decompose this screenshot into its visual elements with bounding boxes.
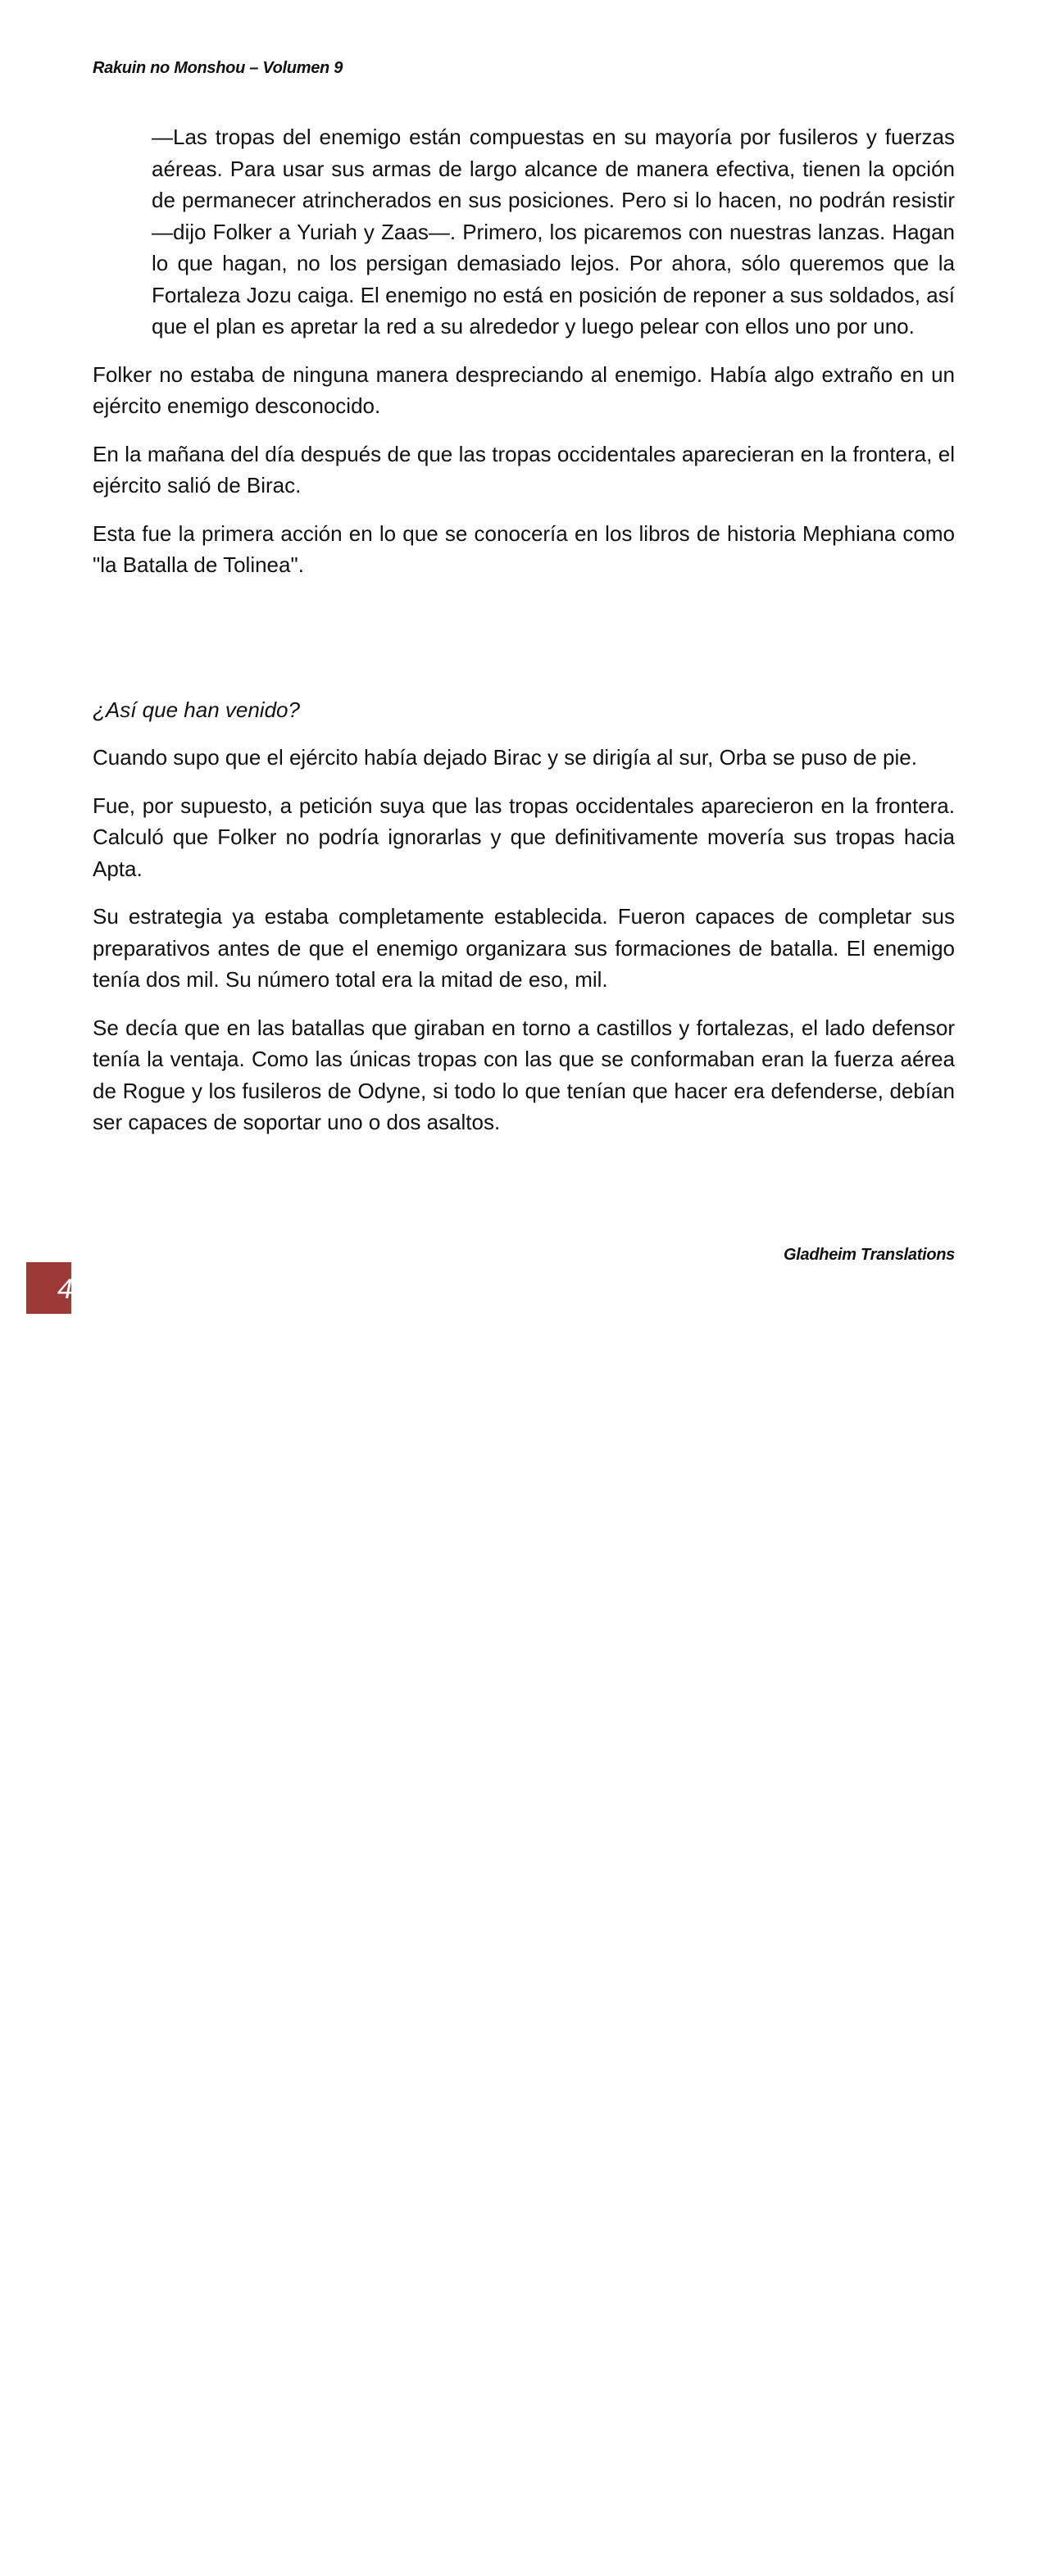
body-paragraph: Cuando supo que el ejército había dejado Birac y se dirigía al sur, Orba se puso de pie. xyxy=(93,745,917,770)
thought-paragraph: ¿Así que han venido? xyxy=(93,697,300,722)
translator-credit: Gladheim Translations xyxy=(784,1246,955,1264)
body-paragraph: Se decía que en las batallas que giraban en torno a castillos y fortalezas, el lado defensor tenía la ventaja. Como las únicas tropas con las que se conformaban eran la fuerza aérea de Rogue y los fusileros de Odyne, si todo lo que tenían que hacer era defenderse, debían ser capaces de soportar uno o dos asaltos. xyxy=(93,1015,955,1134)
body-paragraph: Fue, por supuesto, a petición suya que las tropas occidentales aparecieron en la frontera. Calculó que Folker no podría ignorarlas y que definitivamente movería sus tropas hacia Apta. xyxy=(93,793,955,881)
page-number-tab xyxy=(26,1262,71,1314)
page-number: 4 xyxy=(57,1274,73,1305)
body-paragraph: Su estrategia ya estaba completamente establecida. Fueron capaces de completar sus preparativos antes de que el enemigo organizara sus formaciones de batalla. El enemigo tenía dos mil. Su número total era la mitad de eso, mil. xyxy=(93,904,955,992)
dialogue-paragraph: —Las tropas del enemigo están compuestas en su mayoría por fusileros y fuerzas aéreas. Para usar sus armas de largo alcance de manera efectiva, tienen la opción de permanecer atrincherados en sus posiciones. Pero si lo hacen, no podrán resistir —dijo Folker a Yuriah y Zaas—. Primero, los picaremos con nuestras lanzas. Hagan lo que hagan, no los persigan demasiado lejos. Por ahora, sólo queremos que la Fortaleza Jozu caiga. El enemigo no está en posición de reponer a sus soldados, así que el plan es apretar la red a su alrededor y luego pelear con ellos uno por uno. xyxy=(152,125,955,338)
body-paragraph: Folker no estaba de ninguna manera despreciando al enemigo. Había algo extraño en un ejército enemigo desconocido. xyxy=(93,361,955,418)
body-paragraph: En la mañana del día después de que las tropas occidentales aparecieran en la frontera, el ejército salió de Birac. xyxy=(93,441,955,497)
page-body xyxy=(93,121,955,1155)
running-header: Rakuin no Monshou – Volumen 9 xyxy=(93,59,343,77)
body-paragraph: Esta fue la primera acción en lo que se conocería en los libros de historia Mephiana como "la Batalla de Tolinea". xyxy=(93,520,955,577)
